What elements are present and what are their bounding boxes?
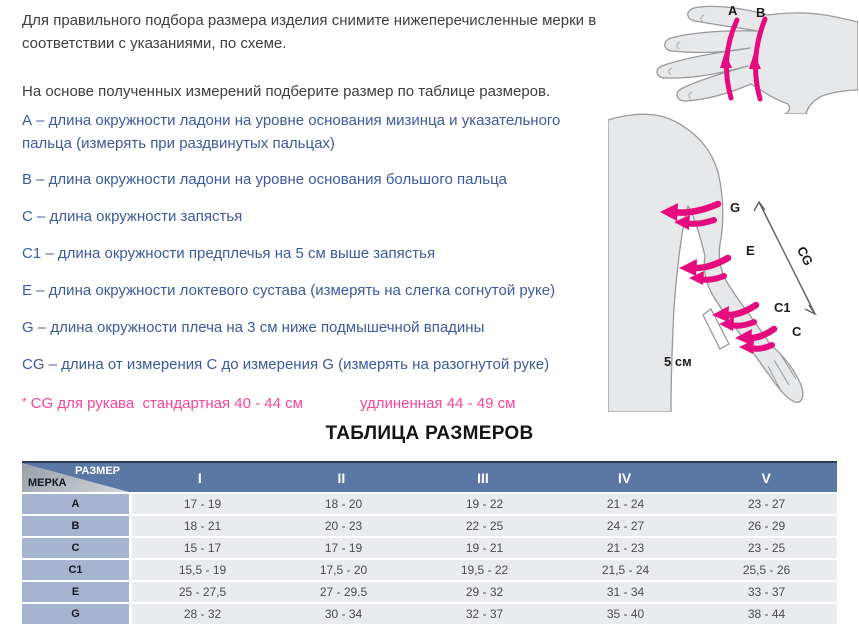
column-header-4: IV — [617, 469, 632, 486]
table-row-g — [22, 604, 837, 624]
sleeve-length-note — [22, 395, 622, 412]
cell: 25,5 - 26 — [742, 563, 791, 577]
column-header-3: III — [477, 469, 489, 486]
measurement-item-a: А – длина окружности ладони на уровне основания мизинца и указательного пальца (измерять при раздвинутых пальцах) — [22, 112, 561, 152]
label-a: A — [728, 3, 738, 18]
cell: 18 - 20 — [324, 497, 363, 511]
cell: 15 - 17 — [183, 541, 222, 555]
arm-measurement-diagram — [608, 108, 858, 412]
row-label: С1 — [22, 560, 129, 580]
measurement-item-cg: CG – длина от измерения С до измерения G (измерять на разогнутой руке) — [22, 356, 550, 373]
measurement-item-g: G – длина окружности плеча на 3 см ниже подмышечной впадины — [22, 319, 485, 336]
table-row-c1 — [22, 560, 837, 580]
cell: 18 - 21 — [183, 519, 222, 533]
cell: 23 - 27 — [747, 497, 786, 511]
torso-arm-shape — [608, 114, 803, 412]
cell: 35 - 40 — [606, 607, 645, 621]
cell: 19 - 21 — [465, 541, 504, 555]
cell: 21 - 24 — [606, 497, 645, 511]
table-row-a — [22, 494, 837, 514]
cell: 19,5 - 22 — [460, 563, 509, 577]
table-row-b — [22, 516, 837, 536]
cell: 21 - 23 — [606, 541, 645, 555]
cell: 38 - 44 — [747, 607, 786, 621]
cell: 19 - 22 — [465, 497, 504, 511]
cell: 17 - 19 — [324, 541, 363, 555]
cell: 25 - 27,5 — [178, 585, 227, 599]
cell: 31 - 34 — [606, 585, 645, 599]
label-g: G — [730, 200, 741, 215]
cell: 17 - 19 — [183, 497, 222, 511]
corner-label-measure: МЕРКА — [28, 477, 67, 489]
table-row-c — [22, 538, 837, 558]
note-extended: удлиненная 44 - 49 см — [360, 395, 516, 412]
measurement-item-c1: С1 – длина окружности предплечья на 5 см выше запястья — [22, 245, 436, 262]
cell: 28 - 32 — [183, 607, 222, 621]
label-c: C — [792, 324, 802, 339]
corner-label-size: РАЗМЕР — [74, 465, 120, 477]
cell: 24 - 27 — [606, 519, 645, 533]
measurement-list — [22, 109, 610, 390]
label-cg: CG — [793, 243, 817, 269]
cell: 22 - 25 — [465, 519, 504, 533]
cell: 23 - 25 — [747, 541, 786, 555]
label-e: E — [746, 243, 755, 258]
cell: 21,5 - 24 — [601, 563, 650, 577]
row-label: С — [22, 538, 129, 558]
row-label: G — [22, 604, 129, 624]
table-row-e — [22, 582, 837, 602]
asterisk: * — [22, 395, 27, 409]
column-header-5: V — [761, 469, 771, 486]
intro-paragraph-2: На основе полученных измерений подберите размер по таблице размеров. — [22, 83, 551, 100]
measurement-item-b: В – длина окружности ладони на уровне основания большого пальца — [22, 171, 508, 188]
cell: 26 - 29 — [747, 519, 786, 533]
column-header-1: I — [197, 469, 202, 486]
cell: 17,5 - 20 — [319, 563, 368, 577]
row-label: В — [22, 516, 129, 536]
label-b: B — [756, 5, 766, 20]
cell: 30 - 34 — [324, 607, 363, 621]
row-label: Е — [22, 582, 129, 602]
size-table-header — [22, 461, 837, 492]
cell: 32 - 37 — [465, 607, 504, 621]
size-table-title: ТАБЛИЦА РАЗМЕРОВ — [325, 423, 534, 444]
row-label: А — [22, 494, 129, 514]
cell: 27 - 29.5 — [319, 585, 368, 599]
note-standard: CG для рукава стандартная 40 - 44 см — [30, 395, 303, 412]
column-header-2: II — [337, 469, 346, 486]
hand-measurement-diagram — [608, 2, 858, 114]
measurement-item-c: С – длина окружности запястья — [22, 208, 243, 225]
label-c1: C1 — [774, 300, 791, 315]
size-table — [22, 461, 837, 624]
cell: 20 - 23 — [324, 519, 363, 533]
label-offset: 5 см — [664, 354, 692, 369]
cell: 15,5 - 19 — [178, 563, 227, 577]
cell: 29 - 32 — [465, 585, 504, 599]
table-corner-cell — [22, 463, 129, 492]
intro-paragraph-1: Для правильного подбора размера изделия снимите нижеперечисленные мерки в соответствии с указаниями, по схеме. — [22, 12, 597, 52]
measurement-item-e: Е – длина окружности локтевого сустава (измерять на слегка согнутой руке) — [22, 282, 556, 299]
cell: 33 - 37 — [747, 585, 786, 599]
